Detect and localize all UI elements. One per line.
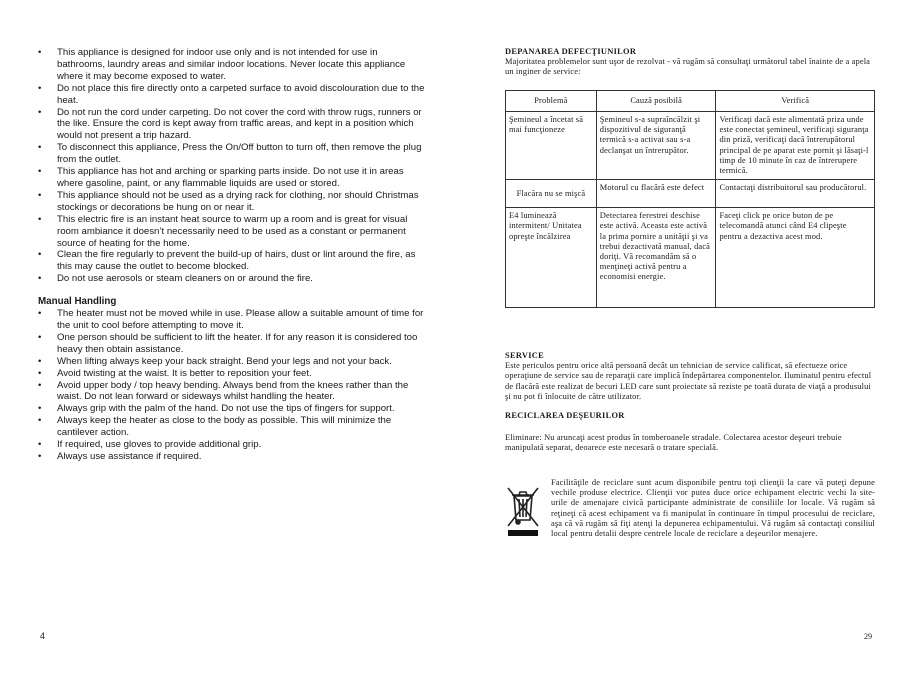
list-item: • Always grip with the palm of the hand. Do not use the tips of fingers for support.	[38, 403, 395, 415]
list-item: • To disconnect this appliance, Press the On/Off button to turn off, then remove the plug from the outlet.	[38, 142, 422, 166]
troubleshooting-table	[505, 90, 875, 308]
table-cell: Şemineul a încetat să mai funcţioneze	[506, 112, 597, 180]
facilities-text: Facilităţile de reciclare sunt acum disponibile pentru toţi clienţii la care vă puteţi depune vechile produse electrice. Clienţii vor putea duce orice echipament electric vechi la site-urile de amenajare civică participante administrate de consiliile lor locale. Vă rugăm să reţineţi că acest echipament va fi manipulat în continuare în timpul procesului de reciclare, aşa că vă rugăm să fiţi atenţi la depunerea echipamentului. Vă rugăm să contactaţi consiliul local pentru detalii despre centrele locale de reciclare a deşeurilor menajere.	[551, 478, 875, 539]
list-item: • Do not use aerosols or steam cleaners on or around the fire.	[38, 273, 313, 285]
list-item: • Avoid upper body / top heavy bending. Always bend from the knees rather than the waist. Do not lean forward or sideways whilst handling the heater.	[38, 379, 409, 403]
list-item: • When lifting always keep your back straight. Bend your legs and not your back.	[38, 355, 392, 367]
table-cell: Contactaţi distribuitorul sau producătorul.	[716, 180, 875, 208]
left-page	[38, 47, 428, 463]
disposal-text-block	[505, 433, 875, 453]
column-header-cause: Cauză posibilă	[596, 91, 716, 112]
disposal-text: Eliminare: Nu aruncaţi acest produs în tomberoanele stradale. Colectarea acestor deşeuri trebuie manipulată separat, deoarece este necesară o tratare specială.	[505, 433, 842, 453]
recycling-section	[505, 411, 875, 421]
recycling-heading: RECICLAREA DEŞEURILOR	[505, 411, 625, 420]
list-item: • Always use assistance if required.	[38, 451, 202, 462]
list-item: • One person should be sufficient to lift the heater. If for any reason it is considered too heavy then obtain assistance.	[38, 331, 418, 355]
service-heading: SERVICE	[505, 351, 545, 360]
list-item: • This appliance should not be used as a drying rack for clothing, nor should Christmas stockings or decorations be hung on or near it.	[38, 189, 419, 213]
table-cell: Detectarea ferestrei deschise este activă. Aceasta este activă la prima pornire a unităţii şi va trebui dezactivată manual, dacă doriţi. Vă recomandăm să o menţineţi activă pentru a economisi energie.	[596, 208, 716, 308]
table-cell: Motorul cu flacără este defect	[596, 180, 716, 208]
list-item: • This electric fire is an instant heat source to warm up a room and is great for visual room ambiance it doesn’t necessarily need to be used as a constant or permanent source of heating for the home.	[38, 213, 408, 249]
list-item: • Avoid twisting at the waist. It is better to reposition your feet.	[38, 367, 312, 379]
table-cell: Flacăra nu se mişcă	[506, 180, 597, 208]
list-item: • If required, use gloves to provide additional grip.	[38, 439, 262, 451]
list-item: • Do not place this fire directly onto a carpeted surface to avoid discolouration due to the heat.	[38, 82, 425, 106]
service-section	[505, 351, 875, 402]
safety-bullet-list	[38, 47, 428, 285]
table-row	[506, 180, 875, 208]
table-header-row	[506, 91, 875, 112]
list-item: • Clean the fire regularly to prevent the build-up of hairs, dust or lint around the fire, as this may cause the outlet to become blocked.	[38, 249, 416, 273]
troubleshooting-section	[505, 47, 875, 78]
table-cell: Verificaţi dacă este alimentată priza unde este conectat şemineul, verificaţi siguranţa din priză, verificaţi dacă întrerupătorul principal de pe aparat este pornit şi lăsaţi-l timp de 10 minute în caz de întrerupere termică.	[716, 112, 875, 180]
page-number-right: 29	[864, 632, 872, 641]
column-header-check: Verifică	[716, 91, 875, 112]
list-item: • This appliance has hot and arching or sparking parts inside. Do not use it in areas where gasoline, paint, or any flammable liquids are used or stored.	[38, 166, 404, 189]
list-item: • Do not run the cord under carpeting. Do not cover the cord with throw rugs, runners or the like. Ensure the cord is kept away from traffic areas, and kept in a position which would not present a trip hazard.	[38, 106, 422, 142]
crossed-out-wheelie-bin-icon	[505, 482, 541, 538]
list-item: • Always keep the heater as close to the body as possible. This will minimize the cantilever action.	[38, 415, 392, 439]
facilities-text-block	[551, 478, 875, 539]
list-item: • This appliance is designed for indoor use only and is not intended for use in bathrooms, laundry areas and similar indoor locations. Never locate this appliance where it may become exposed to water.	[38, 47, 406, 82]
troubleshooting-heading: DEPANAREA DEFECŢIUNILOR	[505, 47, 637, 56]
troubleshooting-intro: Majoritatea problemelor sunt uşor de rezolvat - vă rugăm să consultaţi următorul tabel înainte de a apela un inginer de service:	[505, 57, 871, 77]
service-text: Este periculos pentru orice altă persoană decât un tehnician de service calificat, să efectueze orice operaţiune de service sau de reparaţii care implică îndepărtarea componentelor. Iluminatul pentru efectul de flacără este realizat de becuri LED care sunt proiectate să reziste pe toată durata de viaţă a produsului şi nu pot fi înlocuite de către utilizator.	[505, 361, 872, 401]
table-cell: Faceţi click pe orice buton de pe telecomandă atunci când E4 clipeşte pentru a dezactiva acest mod.	[716, 208, 875, 308]
column-header-problem: Problemă	[506, 91, 597, 112]
table-cell: Şemineul s-a supraîncălzit şi dispozitivul de siguranţă termică s-a activat sau s-a declanşat un întrerupător.	[596, 112, 716, 180]
manual-handling-list	[38, 308, 428, 463]
table-row	[506, 208, 875, 308]
manual-handling-heading: Manual Handling	[38, 296, 117, 308]
page-number-left: 4	[40, 631, 46, 641]
list-item: • The heater must not be moved while in use. Please allow a suitable amount of time for the unit to cool before attempting to move it.	[38, 308, 424, 332]
table-cell: E4 luminează intermitent/ Unitatea opreşte încălzirea	[506, 208, 597, 308]
table-row	[506, 112, 875, 180]
